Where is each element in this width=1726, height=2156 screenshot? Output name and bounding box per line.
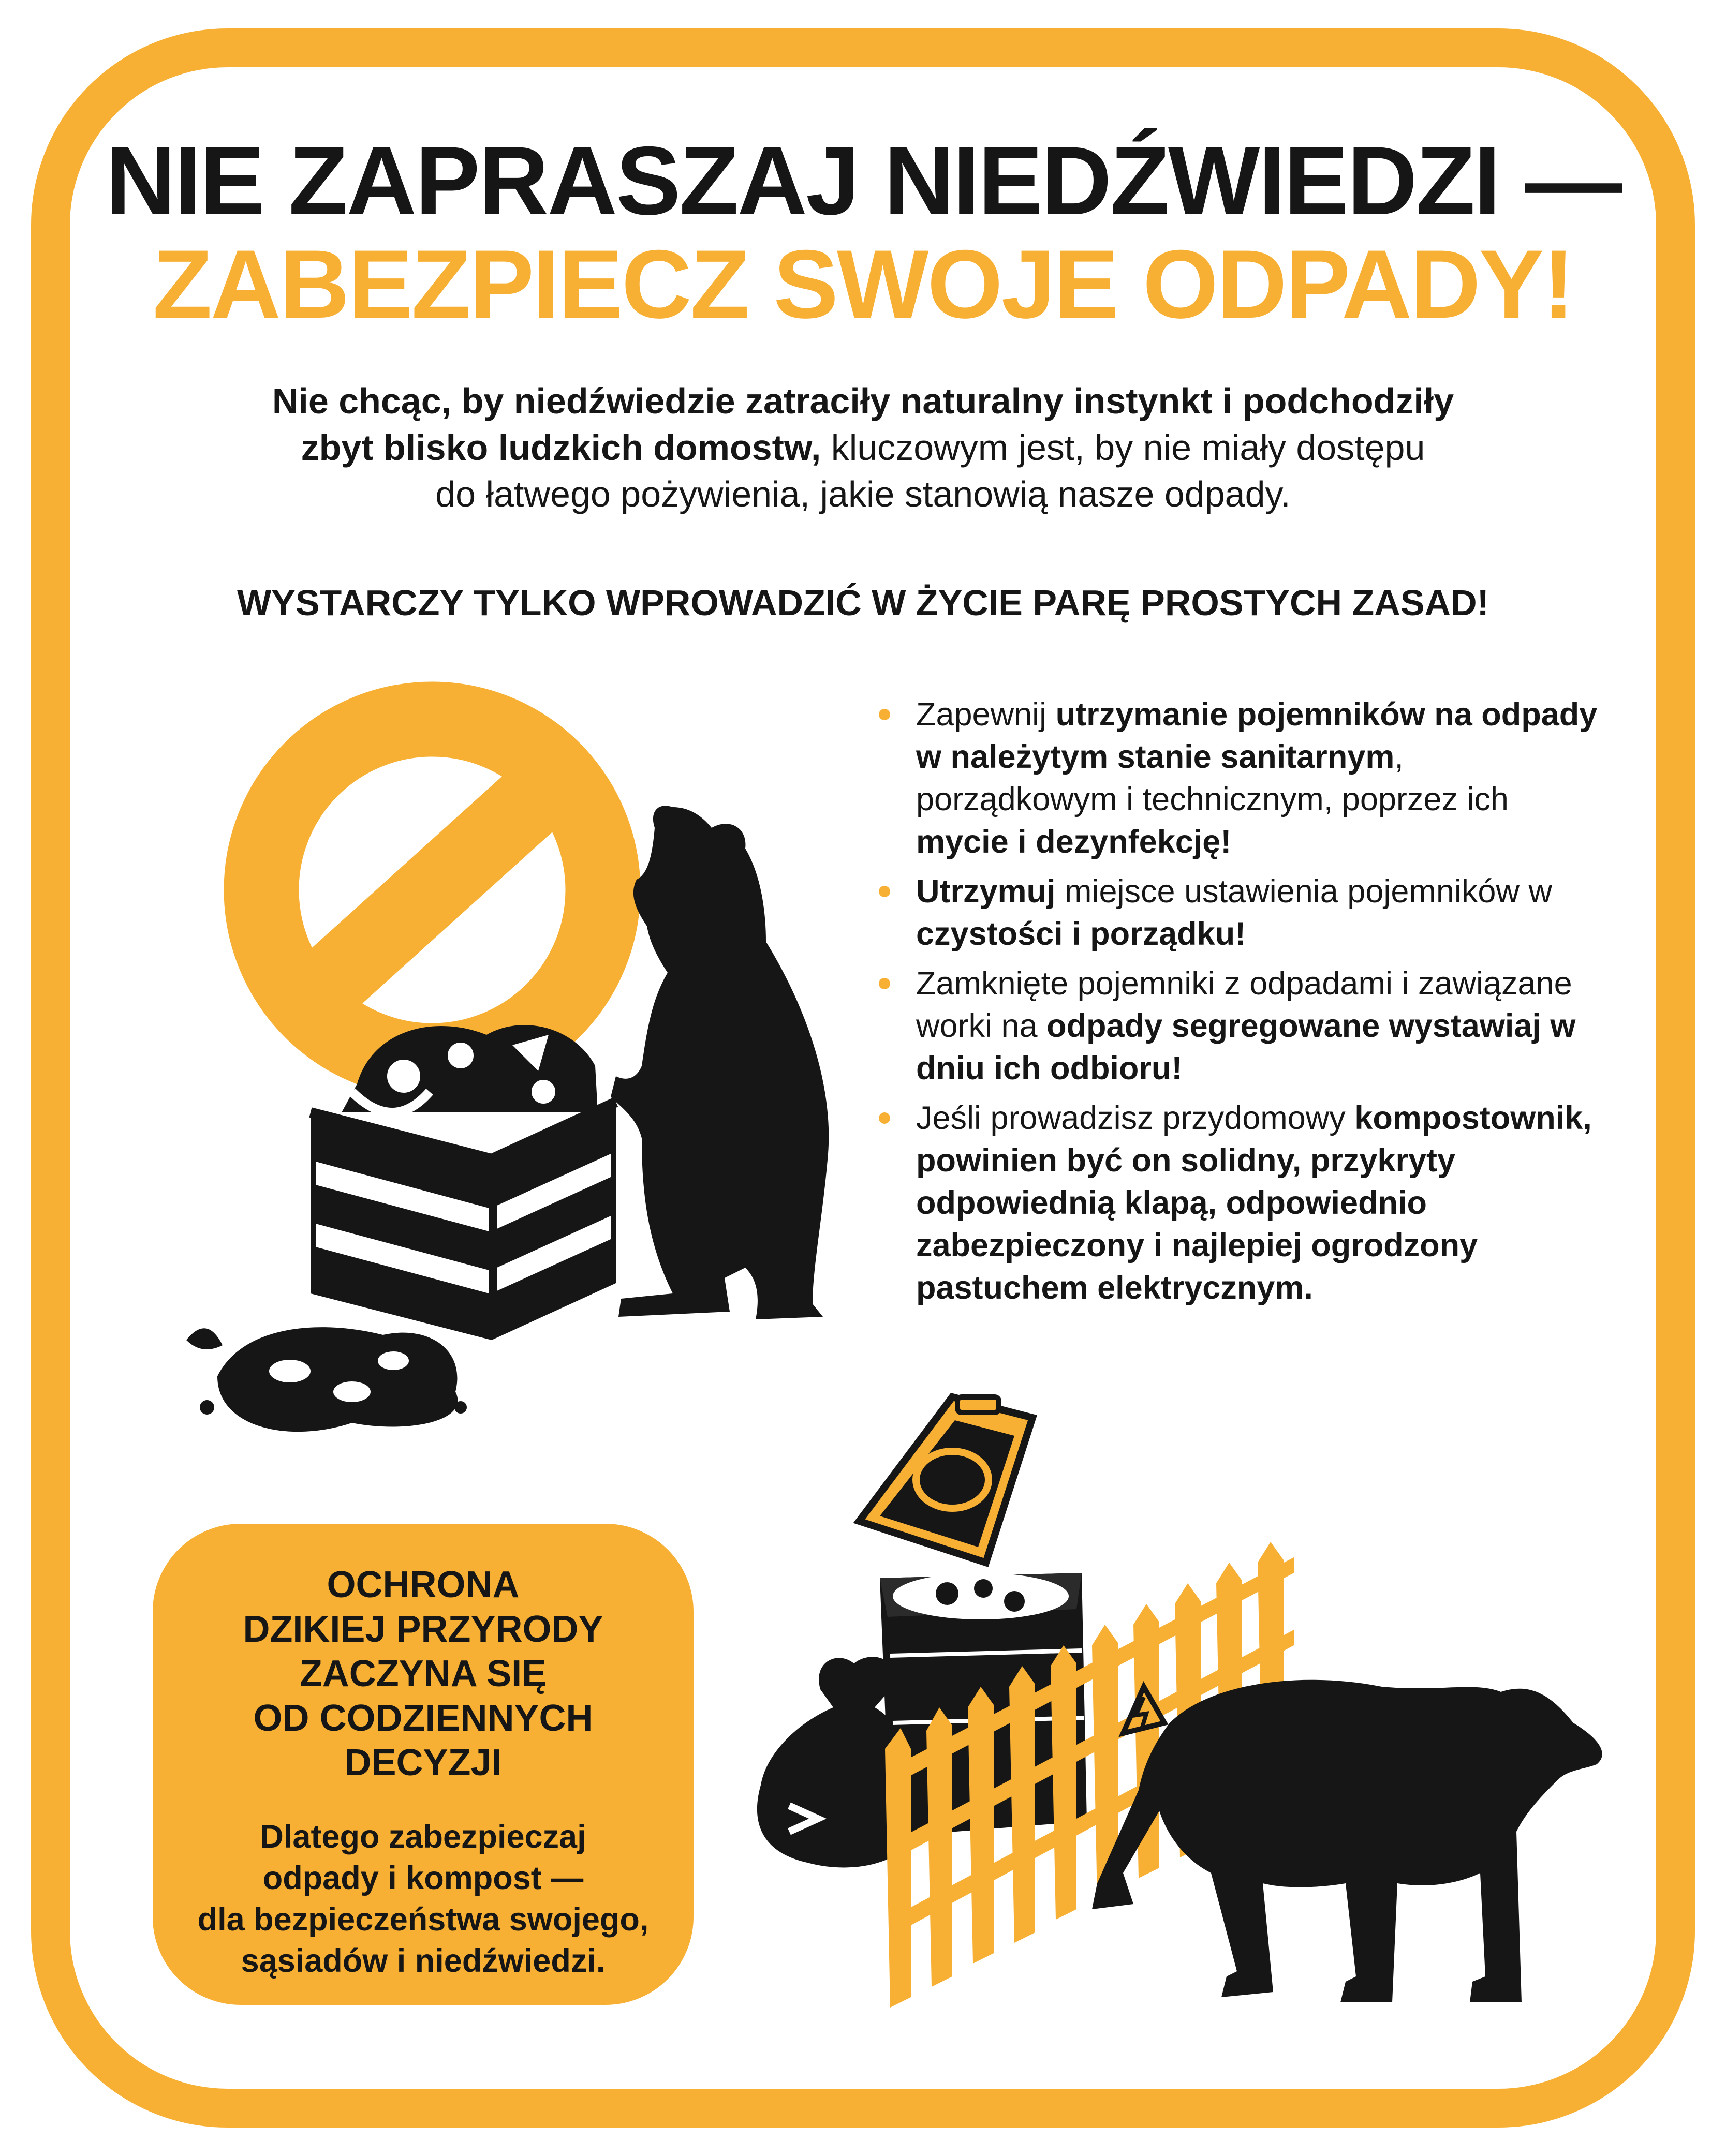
rule-2-bold-a: Utrzymuj (916, 873, 1056, 910)
intro-text-2: kluczowym jest, by nie miały dostępu (821, 427, 1425, 468)
intro-bold-1: Nie chcąc, by niedźwiedzie zatraciły naturalny instynkt i podchodziły (272, 381, 1454, 421)
intro-text-3: do łatwego pożywienia, jakie stanowią nasze odpady. (435, 474, 1291, 514)
rule-1-bold-a: utrzymanie pojemników na odpady w należytym stanie sanitarnym (916, 696, 1598, 775)
rule-1-text-b: , porządkowym i technicznym, poprzez ich (916, 739, 1509, 817)
info-body-line: odpady i kompost — (262, 1860, 584, 1896)
rule-3-bold-a: odpady segregowane wystawiaj w dniu ich odbioru! (916, 1008, 1576, 1087)
info-box (153, 1524, 694, 2005)
info-box-heading (153, 1563, 694, 1785)
poster-title-line2: ZABEZPIECZ SWOJE ODPADY! (153, 230, 1573, 338)
rule-3-text-a: Zamknięte pojemniki z odpadami i zawiązane worki na (916, 965, 1572, 1044)
info-heading-line: DECYZJI (344, 1742, 502, 1783)
rule-4-bold-a: kompostownik, powinien być on solidny, przykryty odpowiednią klapą, odpowiednio zabezpieczony i najlepiej ogrodzony pastuchem elektrycznym. (916, 1100, 1592, 1306)
info-heading-line: DZIKIEJ PRZYRODY (243, 1609, 603, 1650)
intro-bold-2: zbyt blisko ludzkich domostw, (301, 427, 821, 468)
info-body-line: dla bezpieczeństwa swojego, (197, 1901, 649, 1938)
info-body-line: sąsiadów i niedźwiedzi. (241, 1943, 606, 1979)
rule-4-text-a: Jeśli prowadzisz przydomowy (916, 1100, 1355, 1136)
info-box-body (153, 1816, 694, 1982)
rule-1-bold-b: mycie i dezynfekcję! (916, 824, 1232, 860)
walking-bear-icon (1092, 1680, 1602, 2002)
poster-title-line1: NIE ZAPRASZAJ NIEDŹWIEDZI — (105, 126, 1621, 235)
info-heading-line: OD CODZIENNYCH (253, 1698, 593, 1739)
bin-lid-icon (859, 1397, 1032, 1563)
rule-2-bold-b: czystości i porządku! (916, 916, 1246, 952)
rule-1-text-a: Zapewnij (916, 696, 1056, 733)
info-heading-line: OCHRONA (327, 1564, 520, 1605)
info-heading-line: ZACZYNA SIĘ (299, 1653, 547, 1694)
rules-subheading: WYSTARCZY TYLKO WPROWADZIĆ W ŻYCIE PARĘ PROSTYCH ZASAD! (237, 583, 1489, 623)
info-body-line: Dlatego zabezpieczaj (260, 1819, 586, 1855)
rule-2-text-a: miejsce ustawienia pojemników w (1055, 873, 1552, 910)
